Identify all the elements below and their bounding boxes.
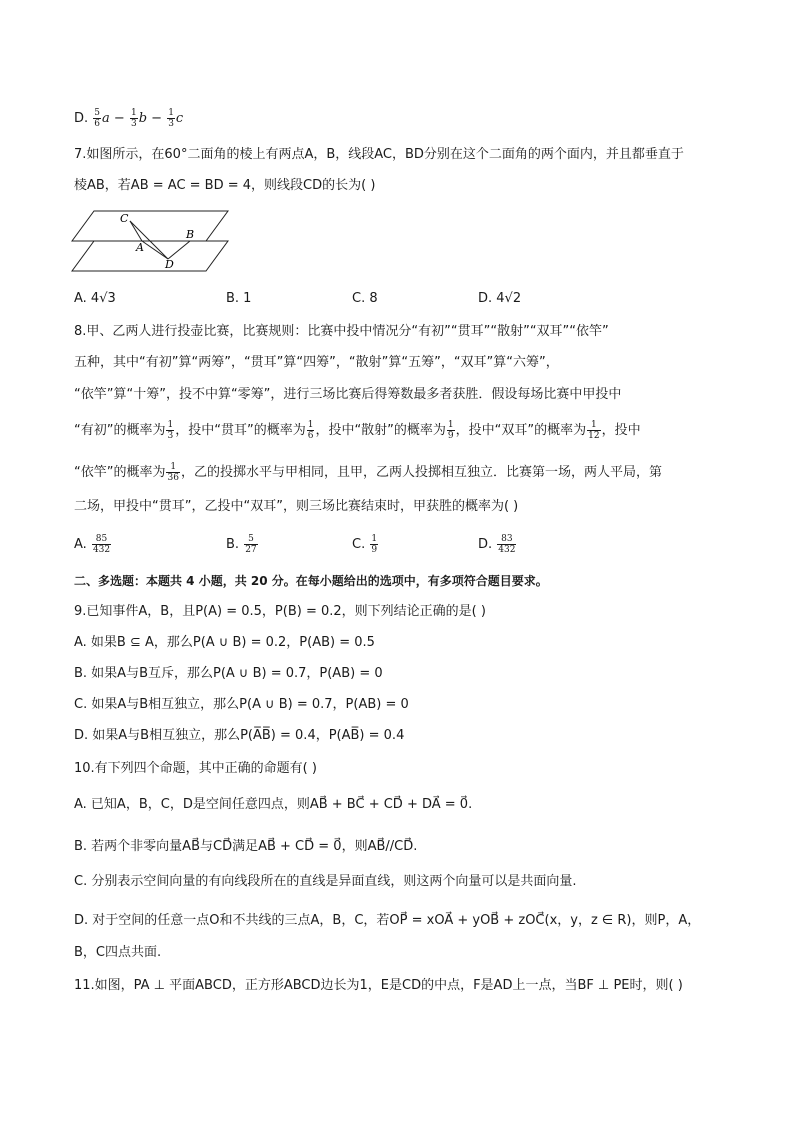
q10-option-c: C. 分别表示空间向量的有向线段所在的直线是异面直线，则这两个向量可以是共面向量.	[74, 874, 577, 889]
q10-option-d-line2: B，C四点共面.	[74, 945, 162, 960]
q8-stem-line1: 8.甲、乙两人进行投壶比赛，比赛规则：比赛中投中情况分“有初”“贯耳”“散射”“双耳”“依竿”	[74, 324, 609, 339]
q9-option-c: C. 如果A与B相互独立，那么P(A ∪ B) = 0.7，P(AB) = 0	[74, 697, 409, 712]
fraction: $\frac{1}{6}$	[307, 420, 314, 441]
q8-option-c: C. $\frac{1}{9}$	[352, 534, 378, 555]
q7-stem-line1: 7.如图所示，在60°二面角的棱上有两点A，B，线段AC，BD分别在这个二面角的两个面内，并且都垂直于	[74, 147, 684, 162]
q7-option-b: B. 1	[226, 291, 252, 306]
fraction: $\frac{1}{36}$	[167, 462, 179, 483]
label-b: B	[186, 228, 195, 241]
q8-option-a: A. $\frac{85}{432}$	[74, 534, 111, 555]
q11-stem: 11.如图，PA ⊥ 平面ABCD，正方形ABCD边长为1，E是CD的中点，F是AD上一点，当BF ⊥ PE时，则( )	[74, 978, 683, 993]
fraction: $\frac{1}{3}$	[167, 420, 174, 441]
q9-stem: 9.已知事件A，B，且P(A) = 0.5，P(B) = 0.2，则下列结论正确的是( )	[74, 604, 486, 619]
q9-option-a: A. 如果B ⊆ A，那么P(A ∪ B) = 0.2，P(AB) = 0.5	[74, 635, 375, 650]
fraction: $\frac{1}{3}$	[168, 108, 174, 129]
q6-option-d-label: D.	[74, 111, 93, 126]
q7-option-a: A. 4√3	[74, 291, 116, 306]
fraction: $\frac{1}{9}$	[447, 420, 454, 441]
q7-option-c: C. 8	[352, 291, 378, 306]
q8-option-b: B. $\frac{5}{27}$	[226, 534, 257, 555]
q8-option-d: D. $\frac{83}{432}$	[478, 534, 516, 555]
q10-option-d-line1: D. 对于空间的任意一点O和不共线的三点A，B，C，若OP⃗ = xOA⃗ + yOB⃗ + zOC⃗(x，y，z ∈ R)，则P，A，	[74, 913, 701, 928]
q10-option-a: A. 已知A，B，C，D是空间任意四点，则AB⃗ + BC⃗ + CD⃗ + DA⃗ = 0⃗.	[74, 797, 473, 812]
q8-stem-line6: 二场，甲投中“贯耳”，乙投中“双耳”，则三场比赛结束时，甲获胜的概率为( )	[74, 499, 519, 514]
fraction: $\frac{1}{3}$	[130, 108, 137, 129]
q10-stem: 10.有下列四个命题，其中正确的命题有( )	[74, 761, 317, 776]
section-heading: 二、多选题：本题共 4 小题，共 20 分。在每小题给出的选项中，有多项符合题目要求。	[74, 574, 548, 588]
q8-stem-line4	[74, 420, 641, 441]
q7-option-d: D. 4√2	[478, 291, 522, 306]
text: ，乙的投掷水平与甲相同，且甲，乙两人投掷相互独立．比赛第一场，两人平局，第	[180, 465, 662, 480]
q8-stem-line3: “依竿”算“十筹”，投不中算“零筹”，进行三场比赛后得筹数最多者获胜．假设每场比赛中甲投中	[74, 387, 622, 402]
q9-option-b: B. 如果A与B互斥，那么P(A ∪ B) = 0.7，P(AB) = 0	[74, 666, 383, 681]
text: ，投中“贯耳”的概率为	[175, 423, 306, 438]
text: “依竿”的概率为	[74, 465, 166, 480]
fraction: $\frac{5}{6}$	[94, 108, 101, 129]
dihedral-angle-figure	[70, 205, 232, 275]
label-d: D	[165, 258, 174, 271]
q8-stem-line5	[74, 462, 662, 483]
q8-stem-line2: 五种，其中“有初”算“两筹”，“贯耳”算“四筹”，“散射”算“五筹”，“双耳”算“六筹”，	[74, 355, 559, 370]
q9-option-d: D. 如果A与B相互独立，那么P(A̅B̅) = 0.4，P(AB̅) = 0.4	[74, 728, 405, 743]
q10-option-b: B. 若两个非零向量AB⃗与CD⃗满足AB⃗ + CD⃗ = 0⃗，则AB⃗//CD⃗.	[74, 839, 418, 854]
text: “有初”的概率为	[74, 423, 166, 438]
label-c: C	[120, 212, 129, 225]
text: ，投中“散射”的概率为	[315, 423, 446, 438]
q6-option-d: D. $\frac{5}{6}$ a − $\frac{1}{3}$ b − $\frac{1}{3}$ c	[74, 108, 184, 129]
text: ，投中“双耳”的概率为	[455, 423, 587, 438]
fraction: $\frac{1}{12}$	[588, 420, 600, 441]
label-a: A	[136, 241, 144, 254]
text: ，投中	[601, 423, 641, 438]
q7-stem-line2: 棱AB，若AB = AC = BD = 4，则线段CD的长为( )	[74, 178, 376, 193]
